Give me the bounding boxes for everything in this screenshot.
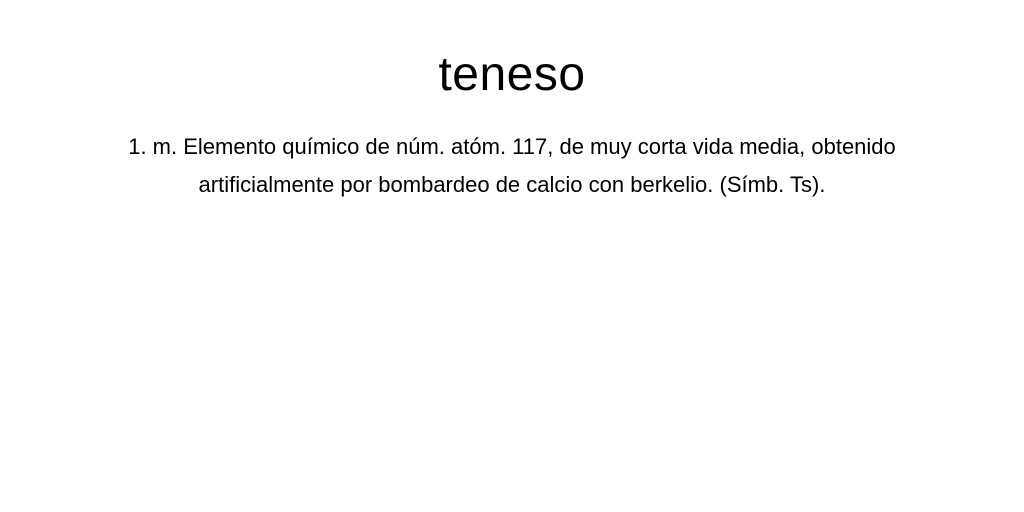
entry-headword: teneso <box>438 48 586 101</box>
entry-definition: 1. m. Elemento químico de núm. atóm. 117, de muy corta vida media, obtenido artificialmente por bombardeo de calcio con berkelio. (Símb. Ts). <box>128 134 896 197</box>
